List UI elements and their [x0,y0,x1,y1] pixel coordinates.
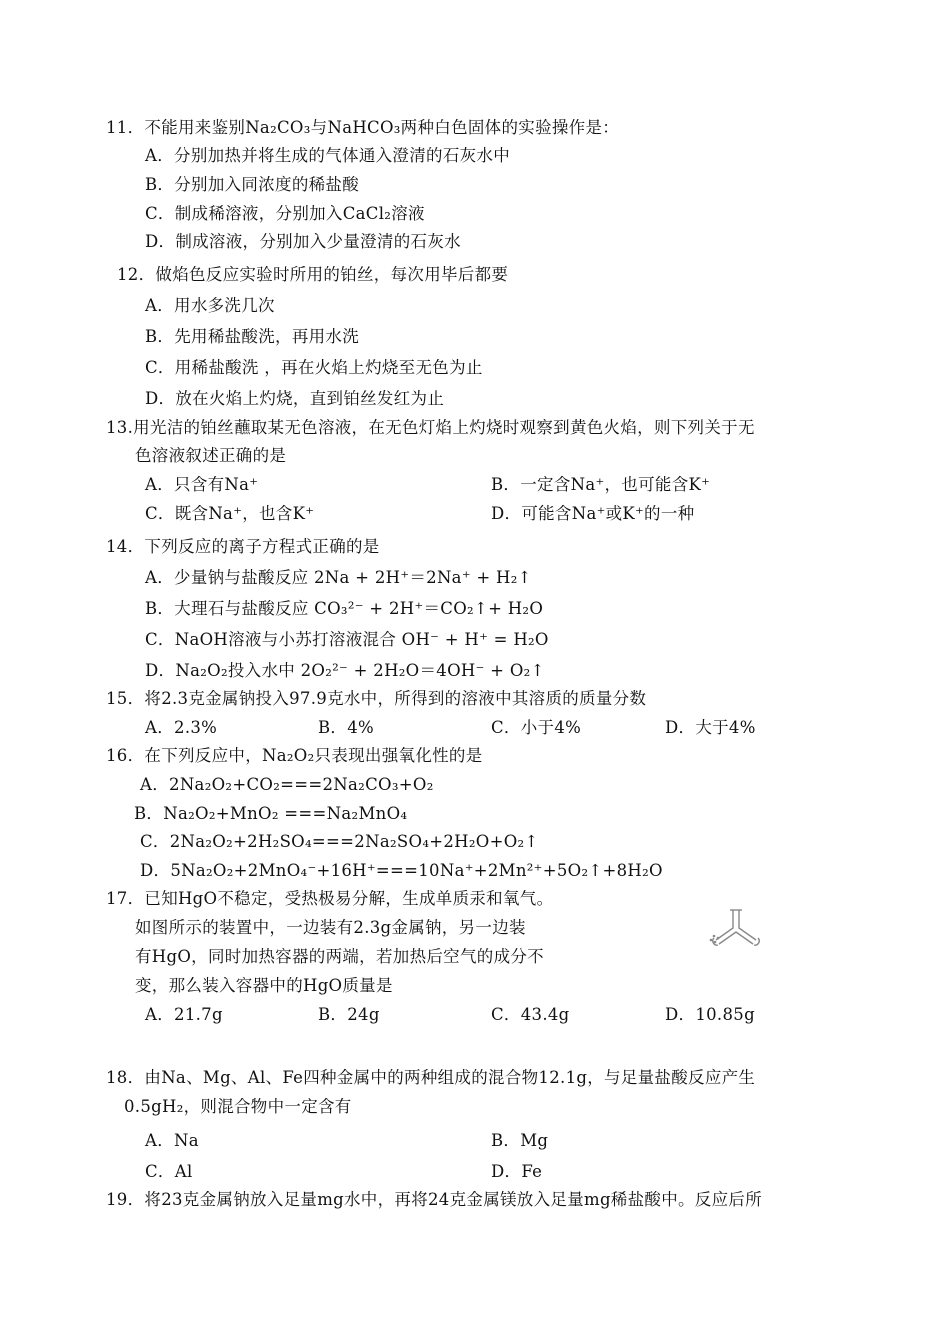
text-line-q14: 14．下列反应的离子方程式正确的是 [106,537,380,556]
text-line-q18B: B．Mg [491,1131,549,1150]
text-line-q13: 13.用光洁的铂丝蘸取某无色溶液，在无色灯焰上灼烧时观察到黄色火焰，则下列关于无 [106,418,755,437]
y-tube-apparatus-icon [708,908,764,958]
text-line-q17C: C．43.4g [491,1005,570,1024]
text-line-q18A: A．Na [145,1131,199,1150]
text-line-q16a: A．2Na₂O₂+CO₂===2Na₂CO₃+O₂ [140,775,434,794]
text-line-q18D: D．Fe [491,1162,543,1181]
text-line-q15D: D．大于4% [665,718,756,737]
text-line-q17d: 变，那么装入容器中的HgO质量是 [135,976,393,995]
text-line-q13B: B．一定含Na⁺，也可能含K⁺ [491,475,711,494]
text-line-q12d: D．放在火焰上灼烧，直到铂丝发红为止 [145,389,445,408]
text-line-q13C: C．既含Na⁺，也含K⁺ [145,504,315,523]
text-line-q18C: C．Al [145,1162,193,1181]
text-line-q15C: C．小于4% [491,718,582,737]
text-line-q16: 16．在下列反应中，Na₂O₂只表现出强氧化性的是 [106,746,483,765]
text-line-q12a: A．用水多洗几次 [145,296,275,315]
text-line-q17B: B．24g [318,1005,380,1024]
text-line-q16b: B．Na₂O₂+MnO₂ ===Na₂MnO₄ [134,804,408,823]
text-line-q17: 17．已知HgO不稳定，受热极易分解，生成单质汞和氧气。 [106,889,554,908]
text-line-q17c: 有HgO，同时加热容器的两端，若加热后空气的成分不 [135,947,544,966]
text-line-q17A: A．21.7g [145,1005,223,1024]
text-line-q14c: C．NaOH溶液与小苏打溶液混合 OH⁻ + H⁺ = H₂O [145,630,549,649]
text-line-q11a: A．分别加热并将生成的气体通入澄清的石灰水中 [145,146,511,165]
text-line-q19: 19．将23克金属钠放入足量mg水中，再将24克金属镁放入足量mg稀盐酸中。反应后所 [106,1190,763,1209]
text-line-q12b: B．先用稀盐酸洗，再用水洗 [145,327,360,346]
text-line-q14b: B．大理石与盐酸反应 CO₃²⁻ + 2H⁺＝CO₂↑+ H₂O [145,599,544,618]
text-line-q16c: C．2Na₂O₂+2H₂SO₄===2Na₂SO₄+2H₂O+O₂↑ [140,832,539,851]
text-line-q15B: B．4% [318,718,375,737]
text-line-q12: 12．做焰色反应实验时所用的铂丝，每次用毕后都要 [117,265,509,284]
text-line-q18b: 0.5gH₂，则混合物中一定含有 [124,1097,352,1116]
text-line-q17D: D．10.85g [665,1005,755,1024]
text-line-q11: 11．不能用来鉴别Na₂CO₃与NaHCO₃两种白色固体的实验操作是： [106,118,620,137]
text-line-q17b: 如图所示的装置中，一边装有2.3g金属钠，另一边装 [135,918,526,937]
text-line-q12c: C．用稀盐酸洗 ，再在火焰上灼烧至无色为止 [145,358,483,377]
text-line-q11c: C．制成稀溶液，分别加入CaCl₂溶液 [145,204,425,223]
text-line-q13b: 色溶液叙述正确的是 [135,446,287,465]
text-line-q13A: A．只含有Na⁺ [145,475,259,494]
text-line-q15A: A．2.3% [145,718,218,737]
text-line-q15: 15．将2.3克金属钠投入97.9克水中，所得到的溶液中其溶质的质量分数 [106,689,647,708]
text-line-q18: 18．由Na、Mg、Al、Fe四种金属中的两种组成的混合物12.1g，与足量盐酸反应产生 [106,1068,756,1087]
text-line-q11b: B．分别加入同浓度的稀盐酸 [145,175,360,194]
text-line-q13D: D．可能含Na⁺或K⁺的一种 [491,504,695,523]
text-line-q11d: D．制成溶液，分别加入少量澄清的石灰水 [145,232,461,251]
text-line-q16d: D．5Na₂O₂+2MnO₄⁻+16H⁺===10Na⁺+2Mn²⁺+5O₂↑+8H₂O [140,861,663,880]
text-line-q14d: D．Na₂O₂投入水中 2O₂²⁻ + 2H₂O＝4OH⁻ + O₂↑ [145,661,545,680]
text-line-q14a: A．少量钠与盐酸反应 2Na + 2H⁺＝2Na⁺ + H₂↑ [145,568,532,587]
